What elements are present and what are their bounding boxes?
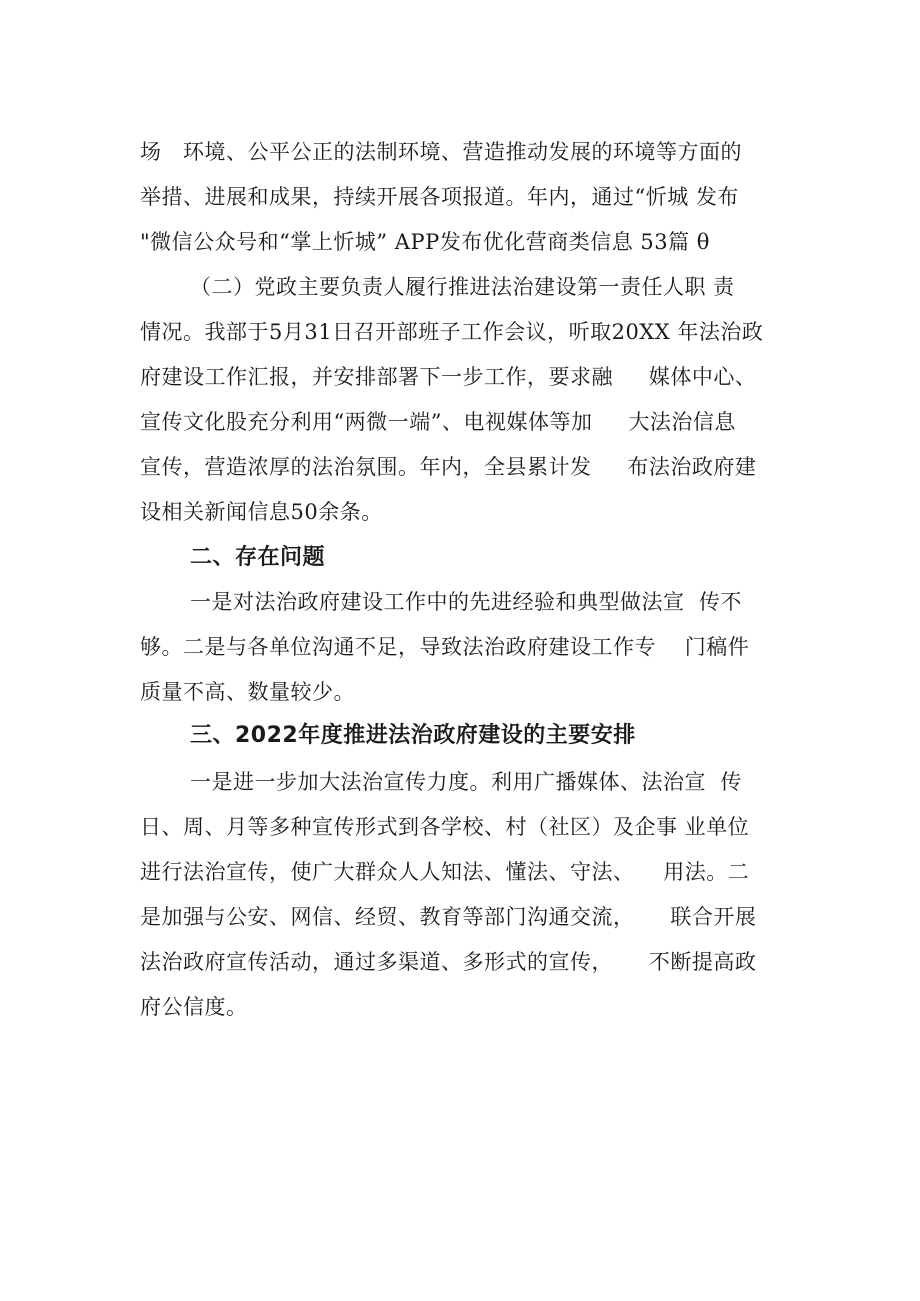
section-heading-problems: 二、存在问题	[190, 545, 326, 570]
paragraph-1-line-3: "微信公众号和“掌上忻城” APP发布优化营商类信息 53篇 θ	[140, 230, 710, 254]
paragraph-2-line-3: 府建设工作汇报，并安排部署下一步工作，要求融 媒体中心、	[140, 365, 757, 389]
paragraph-2-line-6: 设相关新闻信息50余条。	[140, 500, 383, 524]
section-heading-plans: 三、2022年度推进法治政府建设的主要安排	[190, 723, 636, 748]
paragraph-4-line-5: 法治政府宣传活动，通过多渠道、多形式的宣传， 不断提高政	[140, 950, 757, 974]
paragraph-2-line-2: 情况。我部于5月31日召开部班子工作会议，听取20XX 年法治政	[140, 320, 764, 344]
paragraph-3-line-2: 够。二是与各单位沟通不足，导致法治政府建设工作专 门稿件	[140, 635, 750, 659]
paragraph-2-line-5: 宣传，营造浓厚的法治氛围。年内，全县累计发 布法治政府建	[140, 455, 757, 479]
paragraph-4-line-1: 一是进一步加大法治宣传力度。利用广播媒体、法治宣 传	[190, 770, 742, 794]
paragraph-4-line-6: 府公信度。	[140, 995, 248, 1019]
paragraph-2-line-1: （二）党政主要负责人履行推进法治建设第一责任人职 责	[190, 275, 735, 299]
paragraph-3-line-3: 质量不高、数量较少。	[140, 680, 355, 704]
paragraph-1-line-1: 场 环境、公平公正的法制环境、营造推动发展的环境等方面的	[140, 140, 743, 164]
paragraph-4-line-3: 进行法治宣传，使广大群众人人知法、懂法、守法、 用法。二	[140, 860, 750, 884]
paragraph-4-line-4: 是加强与公安、网信、经贸、教育等部门沟通交流， 联合开展	[140, 905, 757, 929]
paragraph-1-line-2: 举措、进展和成果，持续开展各项报道。年内，通过“忻城 发布	[140, 185, 739, 209]
paragraph-2-line-4: 宣传文化股充分利用“两微一端”、电视媒体等加 大法治信息	[140, 410, 736, 434]
paragraph-4-line-2: 日、周、月等多种宣传形式到各学校、村（社区）及企事 业单位	[140, 815, 750, 839]
paragraph-3-line-1: 一是对法治政府建设工作中的先进经验和典型做法宣 传不	[190, 590, 742, 614]
